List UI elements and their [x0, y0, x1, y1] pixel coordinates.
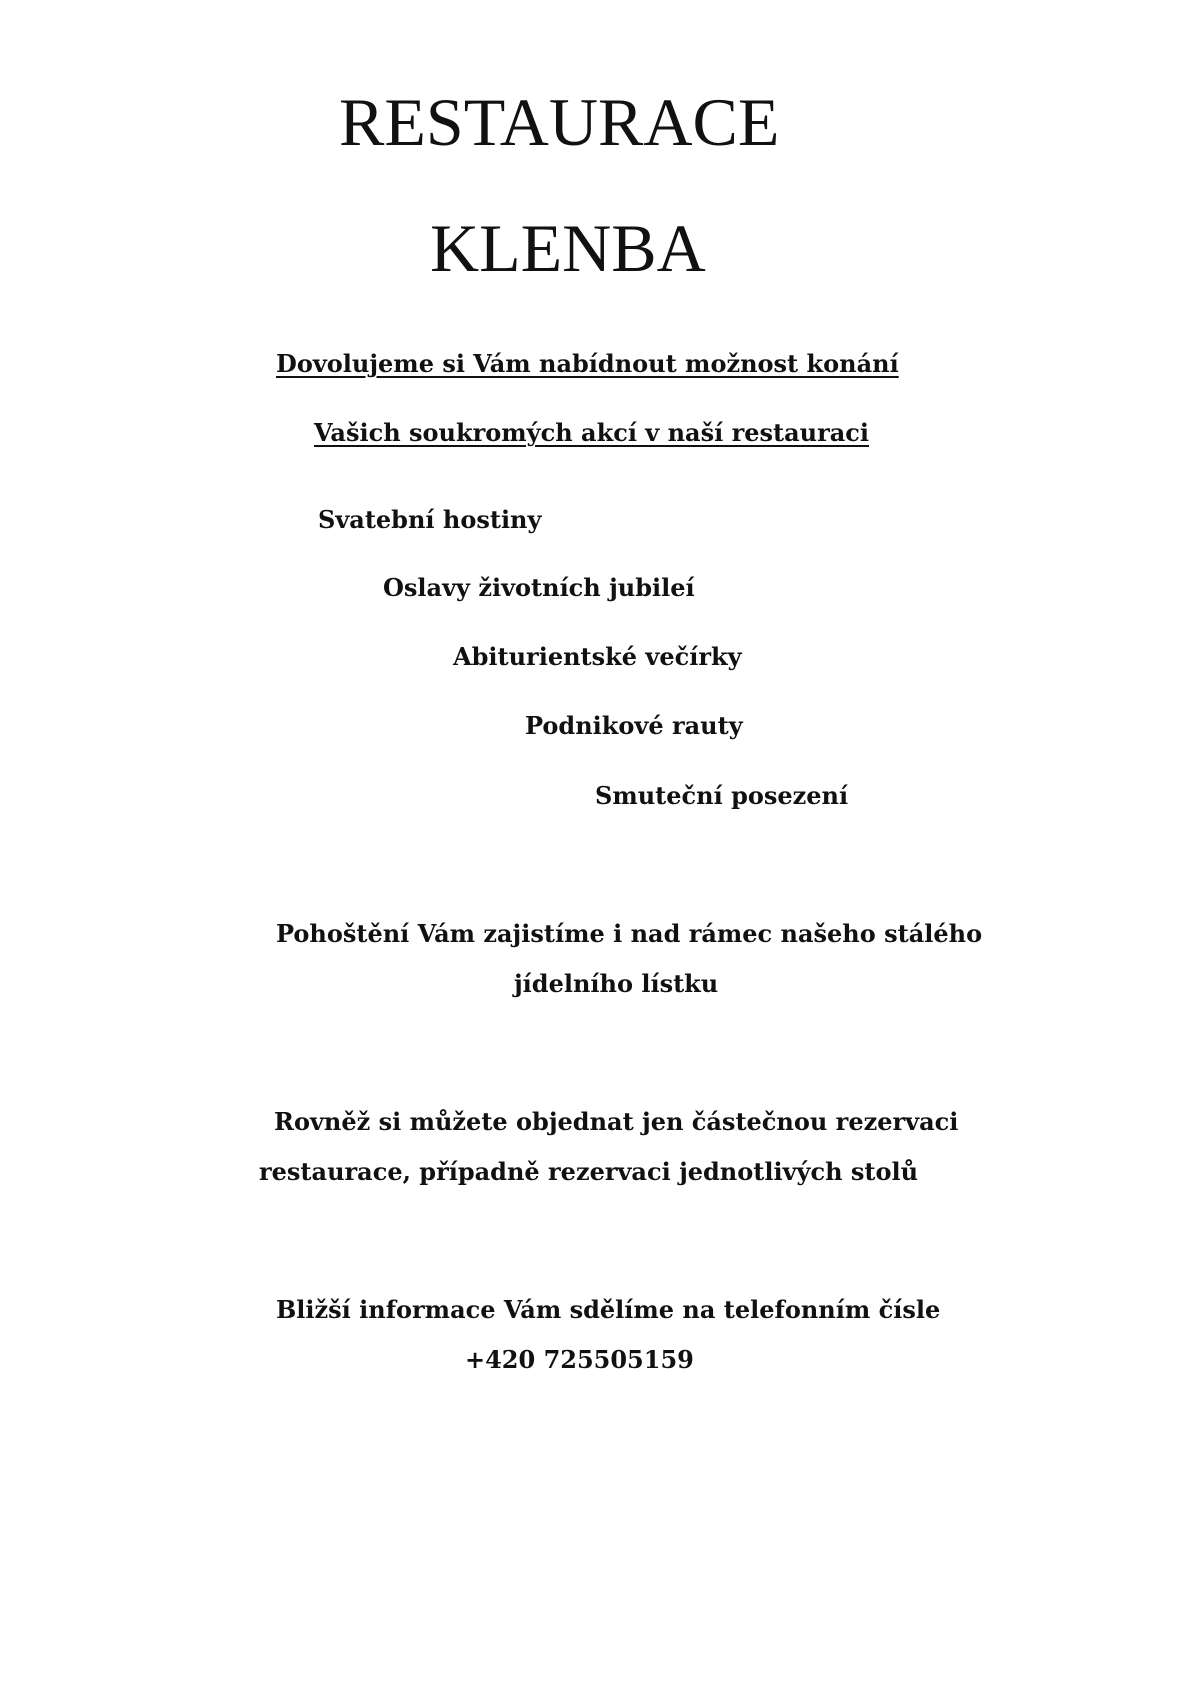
event-item-graduation: Abiturientské večírky	[453, 642, 742, 671]
contact-phone: +420 725505159	[465, 1345, 694, 1374]
contact-line: Bližší informace Vám sdělíme na telefonním čísle	[276, 1295, 941, 1324]
reservation-line-1: Rovněž si můžete objednat jen částečnou rezervaci	[274, 1107, 959, 1136]
catering-line-2: jídelního lístku	[514, 969, 719, 998]
event-item-wedding: Svatební hostiny	[318, 505, 542, 534]
title-restaurace: RESTAURACE	[339, 84, 780, 160]
intro-line-2: Vašich soukromých akcí v naší restauraci	[314, 418, 870, 447]
reservation-line-2: restaurace, případně rezervaci jednotlivých stolů	[259, 1157, 919, 1186]
event-item-jubilee: Oslavy životních jubileí	[383, 573, 695, 602]
event-item-funeral: Smuteční posezení	[595, 781, 849, 810]
catering-line-1: Pohoštění Vám zajistíme i nad rámec našeho stálého	[276, 919, 983, 948]
intro-line-1: Dovolujeme si Vám nabídnout možnost konání	[276, 349, 899, 378]
title-klenba: KLENBA	[430, 210, 706, 286]
event-item-corporate: Podnikové rauty	[525, 711, 743, 740]
